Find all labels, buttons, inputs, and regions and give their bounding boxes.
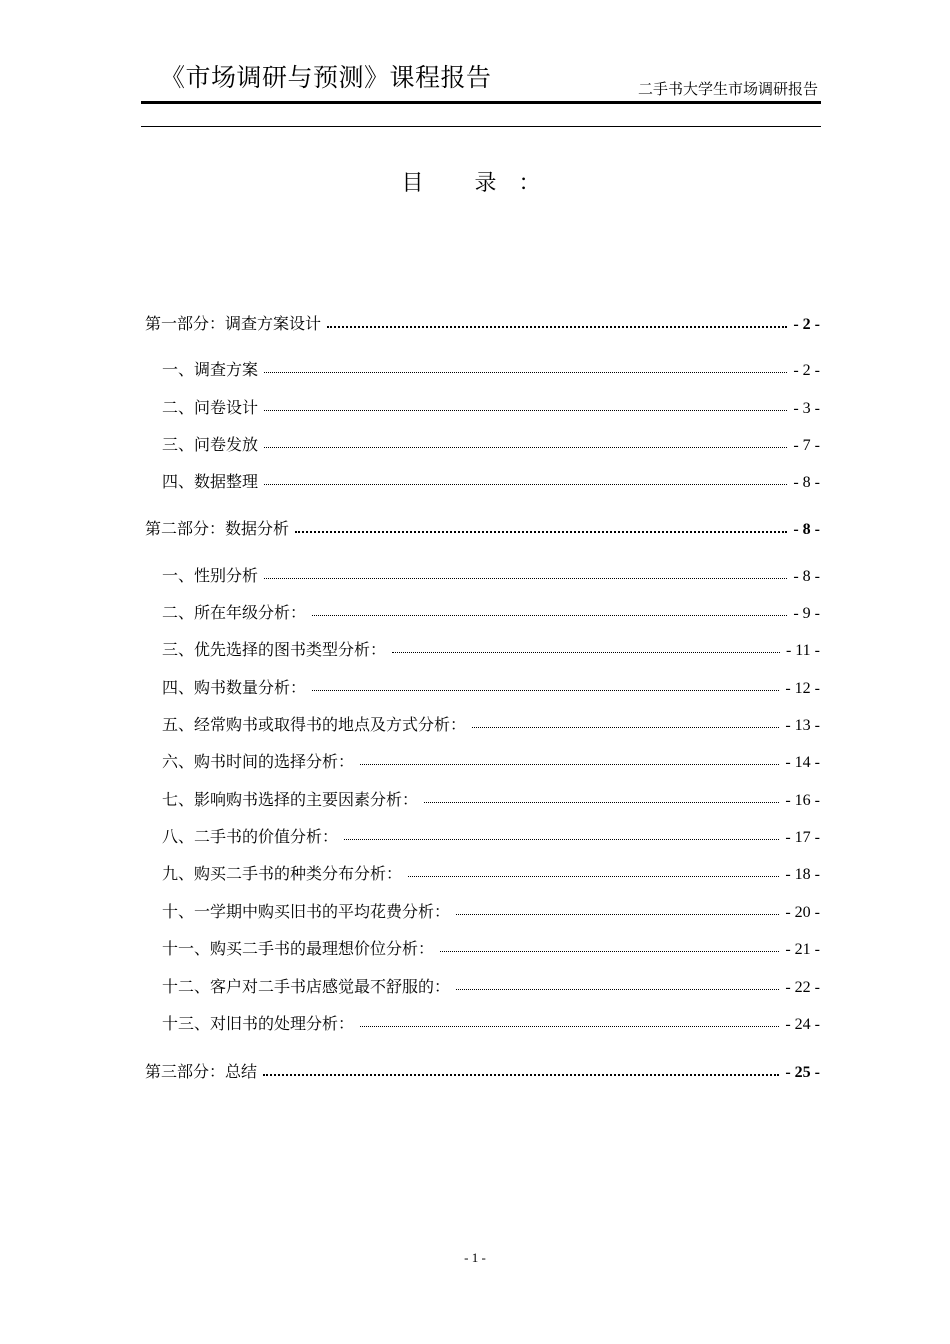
toc-section-entry[interactable] <box>145 975 820 999</box>
toc-entry-label: 二、问卷设计 <box>162 398 259 417</box>
toc-entry-page: - 7 - <box>793 437 820 454</box>
toc-heading: 目 录： <box>401 171 563 196</box>
toc-entry-label: 二、所在年级分析： <box>162 603 307 622</box>
toc-dot-leader <box>424 788 779 803</box>
toc-entry-label: 第二部分：数据分析 <box>145 519 290 538</box>
toc-entry-page: - 12 - <box>785 680 820 697</box>
toc-entry-page: - 25 - <box>785 1064 820 1081</box>
toc-entry-page: - 3 - <box>793 400 820 417</box>
toc-dot-leader <box>344 825 779 840</box>
toc-dot-leader <box>264 396 787 411</box>
toc-dot-leader <box>392 638 780 653</box>
toc-entry-page: - 18 - <box>785 866 820 883</box>
toc-entry-page: - 24 - <box>785 1016 820 1033</box>
toc-dot-leader <box>456 975 779 990</box>
report-title: 《市场调研与预测》课程报告 <box>160 63 492 92</box>
toc-section-entry[interactable] <box>145 862 820 886</box>
toc-section-entry[interactable] <box>145 638 820 662</box>
toc-entry-label: 十、一学期中购买旧书的平均花费分析： <box>162 902 451 921</box>
toc-section-entry[interactable] <box>145 713 820 737</box>
toc-entry-label: 六、购书时间的选择分析： <box>162 752 355 771</box>
toc-section-entry[interactable] <box>145 358 820 382</box>
toc-dot-leader <box>440 937 779 952</box>
page-number: - 1 - <box>464 1250 486 1265</box>
toc-part-entry[interactable] <box>145 517 820 541</box>
toc-part-entry[interactable] <box>145 1060 820 1084</box>
toc-entry-page: - 21 - <box>785 941 820 958</box>
toc-entry-label: 一、性别分析 <box>162 566 259 585</box>
toc-entry-label: 三、问卷发放 <box>162 435 259 454</box>
toc-section-entry[interactable] <box>145 788 820 812</box>
toc-dot-leader <box>327 312 787 328</box>
toc-section-entry[interactable] <box>145 601 820 625</box>
toc-dot-leader <box>264 358 787 373</box>
toc-entry-label: 五、经常购书或取得书的地点及方式分析： <box>162 715 467 734</box>
toc-dot-leader <box>295 517 787 533</box>
toc-dot-leader <box>312 601 787 616</box>
toc-entry-page: - 14 - <box>785 754 820 771</box>
toc-dot-leader <box>408 862 779 877</box>
toc-entry-label: 七、影响购书选择的主要因素分析： <box>162 790 419 809</box>
toc-dot-leader <box>264 470 787 485</box>
toc-entry-page: - 16 - <box>785 792 820 809</box>
toc-entry-page: - 20 - <box>785 904 820 921</box>
toc-dot-leader <box>472 713 779 728</box>
toc-section-entry[interactable] <box>145 937 820 961</box>
toc-entry-page: - 2 - <box>793 316 820 333</box>
toc-entry-page: - 17 - <box>785 829 820 846</box>
toc-dot-leader <box>456 900 779 915</box>
toc-entry-label: 三、优先选择的图书类型分析： <box>162 640 387 659</box>
toc-entry-label: 十三、对旧书的处理分析： <box>162 1014 355 1033</box>
report-subtitle: 二手书大学生市场调研报告 <box>637 80 818 98</box>
table-of-contents <box>145 0 820 1100</box>
toc-dot-leader <box>263 1060 779 1076</box>
toc-entry-label: 九、购买二手书的种类分布分析： <box>162 864 403 883</box>
toc-entry-label: 一、调查方案 <box>162 360 259 379</box>
toc-entry-page: - 13 - <box>785 717 820 734</box>
toc-dot-leader <box>264 433 787 448</box>
toc-section-entry[interactable] <box>145 825 820 849</box>
toc-entry-page: - 22 - <box>785 979 820 996</box>
toc-entry-page: - 9 - <box>793 605 820 622</box>
toc-entry-label: 十二、客户对二手书店感觉最不舒服的： <box>162 977 451 996</box>
toc-entry-page: - 8 - <box>793 474 820 491</box>
toc-entry-page: - 8 - <box>793 568 820 585</box>
toc-dot-leader <box>264 564 787 579</box>
toc-entry-label: 八、二手书的价值分析： <box>162 827 339 846</box>
toc-section-entry[interactable] <box>145 396 820 420</box>
toc-entry-label: 第一部分：调查方案设计 <box>145 314 322 333</box>
toc-section-entry[interactable] <box>145 676 820 700</box>
toc-section-entry[interactable] <box>145 433 820 457</box>
toc-entry-label: 四、数据整理 <box>162 472 259 491</box>
toc-section-entry[interactable] <box>145 470 820 494</box>
toc-section-entry[interactable] <box>145 564 820 588</box>
toc-dot-leader <box>360 1012 779 1027</box>
toc-entry-label: 十一、购买二手书的最理想价位分析： <box>162 939 435 958</box>
toc-part-entry[interactable] <box>145 312 820 336</box>
toc-entry-label: 四、购书数量分析： <box>162 678 307 697</box>
toc-entry-page: - 8 - <box>793 521 820 538</box>
toc-dot-leader <box>360 750 779 765</box>
toc-section-entry[interactable] <box>145 750 820 774</box>
toc-section-entry[interactable] <box>145 1012 820 1036</box>
toc-section-entry[interactable] <box>145 900 820 924</box>
toc-entry-page: - 2 - <box>793 362 820 379</box>
toc-entry-page: - 11 - <box>785 642 820 659</box>
toc-dot-leader <box>312 676 779 691</box>
toc-entry-label: 第三部分：总结 <box>145 1062 258 1081</box>
